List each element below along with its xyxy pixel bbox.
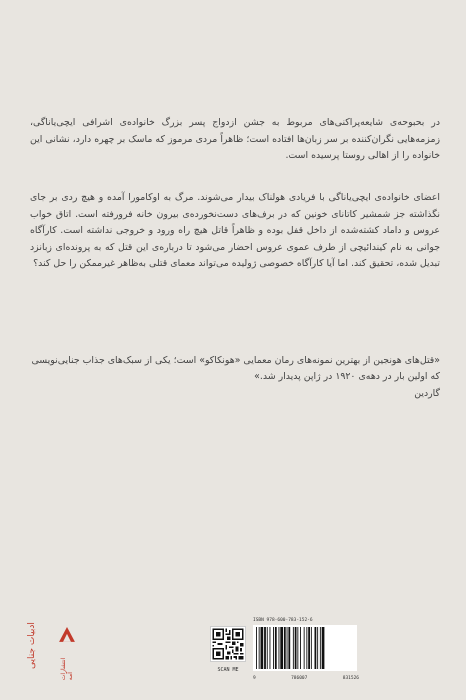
publisher-logo-icon bbox=[56, 624, 78, 646]
barcode-icon bbox=[253, 625, 357, 671]
qr-code-block bbox=[210, 626, 246, 673]
publisher-name: انتشارات آمه bbox=[60, 657, 74, 680]
blurb-paragraph-1: در بحبوحه‌ی شایعه‌پراکنی‌های مربوط به جشن ازدواج پسر بزرگ خانواده‌ی اشرافی ایچی‌یاناگی، زمزمه‌هایی نگران‌کننده بر سر زبان‌ها افتاده است؛ ظاهراً مردی مرموز که ماسک بر چهره دارد، نشانی این خانواده را از اهالی روستا پرسیده است. bbox=[30, 117, 440, 162]
isbn-text: ISBN 978-600-783-152-6 bbox=[253, 618, 313, 623]
qr-code-icon bbox=[210, 626, 246, 662]
barcode-digits-left: 786007 bbox=[291, 676, 308, 681]
barcode-digit-first: 9 bbox=[253, 676, 256, 681]
publisher-logo bbox=[54, 624, 80, 680]
qr-scan-label: SCAN ME bbox=[217, 667, 239, 673]
quote-source: گاردین bbox=[414, 387, 440, 399]
review-quote bbox=[30, 353, 440, 402]
quote-text: «قتل‌های هونجین از بهترین نمونه‌های رمان معمایی «هونکاکو» است؛ یکی از سبک‌های جذاب جنایی‌نویسی که اولین بار در دهه‌ی ۱۹۲۰ در ژاپن پدیدار شد.» bbox=[31, 355, 440, 383]
barcode-digits-right: 831526 bbox=[342, 676, 359, 681]
blurb-paragraph-2: اعضای خانواده‌ی ایچی‌یاناگی با فریادی هولناک بیدار می‌شوند. مرگ به اوکامورا آمده و هیچ ردی بر جای نگذاشته جز شمشیر کاتانای خونین که در برف‌های دست‌نخورده‌ی بیرون خانه فرورفته است. اتاق خواب عروس و داماد کشته‌شده از داخل قفل بوده و ظاهراً قاتل هیچ راه ورود و خروجی نداشته است. کارآگاه جوانی به نام کیندائیچی از طرف عموی عروس احضار می‌شود تا درباره‌ی این قتل که به پرونده‌ای زبانزد تبدیل شده، تحقیق کند. اما آیا کارآگاه خصوصی ژولیده می‌تواند معمای قتلی به‌ظاهر غیرممکن را حل کند؟ bbox=[30, 192, 440, 270]
barcode-digits bbox=[253, 676, 359, 681]
series-label: ادبیات جنایی bbox=[27, 622, 37, 670]
isbn-barcode-block bbox=[253, 618, 359, 681]
